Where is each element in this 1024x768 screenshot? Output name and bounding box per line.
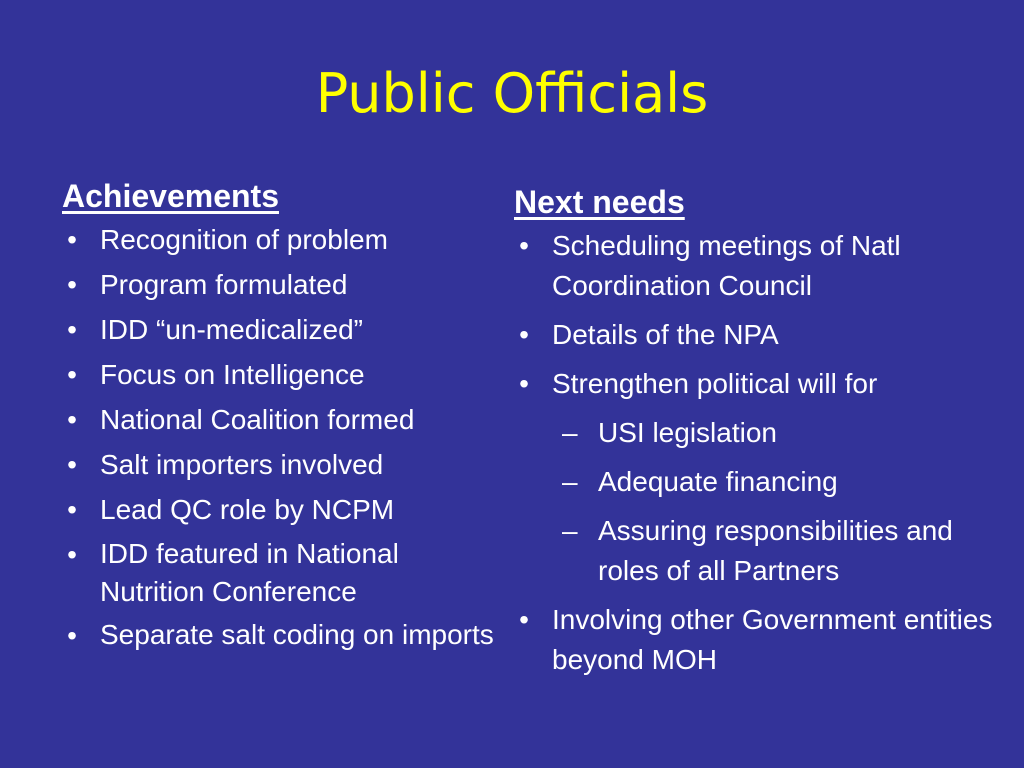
list-item-text: Strengthen political will for: [552, 368, 878, 399]
list-item-text: Program formulated: [100, 269, 348, 300]
bullet-icon: •: [67, 404, 77, 435]
list-item: [62, 310, 502, 350]
list-item-text: Salt importers involved: [100, 449, 384, 480]
next-needs-list: [514, 226, 994, 680]
dash-icon: –: [562, 417, 578, 448]
bullet-icon: •: [519, 230, 529, 261]
bullet-icon: •: [67, 224, 77, 255]
bullet-icon: •: [519, 368, 529, 399]
bullet-icon: •: [519, 319, 529, 350]
list-item-text: National Coalition formed: [100, 404, 415, 435]
list-item-text: Recognition of problem: [100, 224, 388, 255]
bullet-icon: •: [67, 269, 77, 300]
list-item: [514, 600, 994, 680]
next-needs-column: [514, 182, 994, 689]
dash-icon: –: [562, 466, 578, 497]
bullet-icon: •: [67, 359, 77, 390]
sub-list-item: [514, 462, 994, 502]
list-item: [62, 490, 502, 530]
list-item-text: Scheduling meetings of Natl Coordination Council: [552, 230, 901, 301]
list-item: [62, 616, 502, 654]
list-item-text: USI legislation: [598, 417, 777, 448]
list-item-text: IDD featured in National Nutrition Conference: [100, 538, 399, 607]
list-item-text: Assuring responsibilities and roles of all Partners: [598, 515, 953, 586]
list-item: [62, 535, 502, 611]
sub-list-item: [514, 511, 994, 591]
bullet-icon: •: [67, 449, 77, 480]
bullet-icon: •: [67, 620, 77, 651]
list-item-text: Focus on Intelligence: [100, 359, 365, 390]
slide-title: Public Officials: [315, 62, 709, 125]
list-item: [62, 265, 502, 305]
list-item-text: Separate salt coding on imports: [100, 619, 494, 650]
bullet-icon: •: [519, 604, 529, 635]
list-item: [514, 364, 994, 404]
list-item-text: Adequate financing: [598, 466, 838, 497]
list-item: [514, 226, 994, 306]
bullet-icon: •: [67, 494, 77, 525]
list-item-text: Lead QC role by NCPM: [100, 494, 395, 525]
list-item: [62, 355, 502, 395]
next-needs-heading: Next needs: [514, 184, 685, 220]
achievements-heading: Achievements: [62, 178, 279, 214]
list-item: [62, 220, 502, 260]
dash-icon: –: [562, 515, 578, 546]
achievements-list: [62, 220, 502, 654]
list-item-text: IDD “un-medicalized”: [100, 314, 363, 345]
list-item: [514, 315, 994, 355]
achievements-column: [62, 176, 502, 659]
list-item: [62, 400, 502, 440]
list-item-text: Involving other Government entities beyond MOH: [552, 604, 993, 675]
sub-list-item: [514, 413, 994, 453]
list-item-text: Details of the NPA: [552, 319, 779, 350]
bullet-icon: •: [67, 314, 77, 345]
list-item: [62, 445, 502, 485]
bullet-icon: •: [67, 539, 77, 570]
